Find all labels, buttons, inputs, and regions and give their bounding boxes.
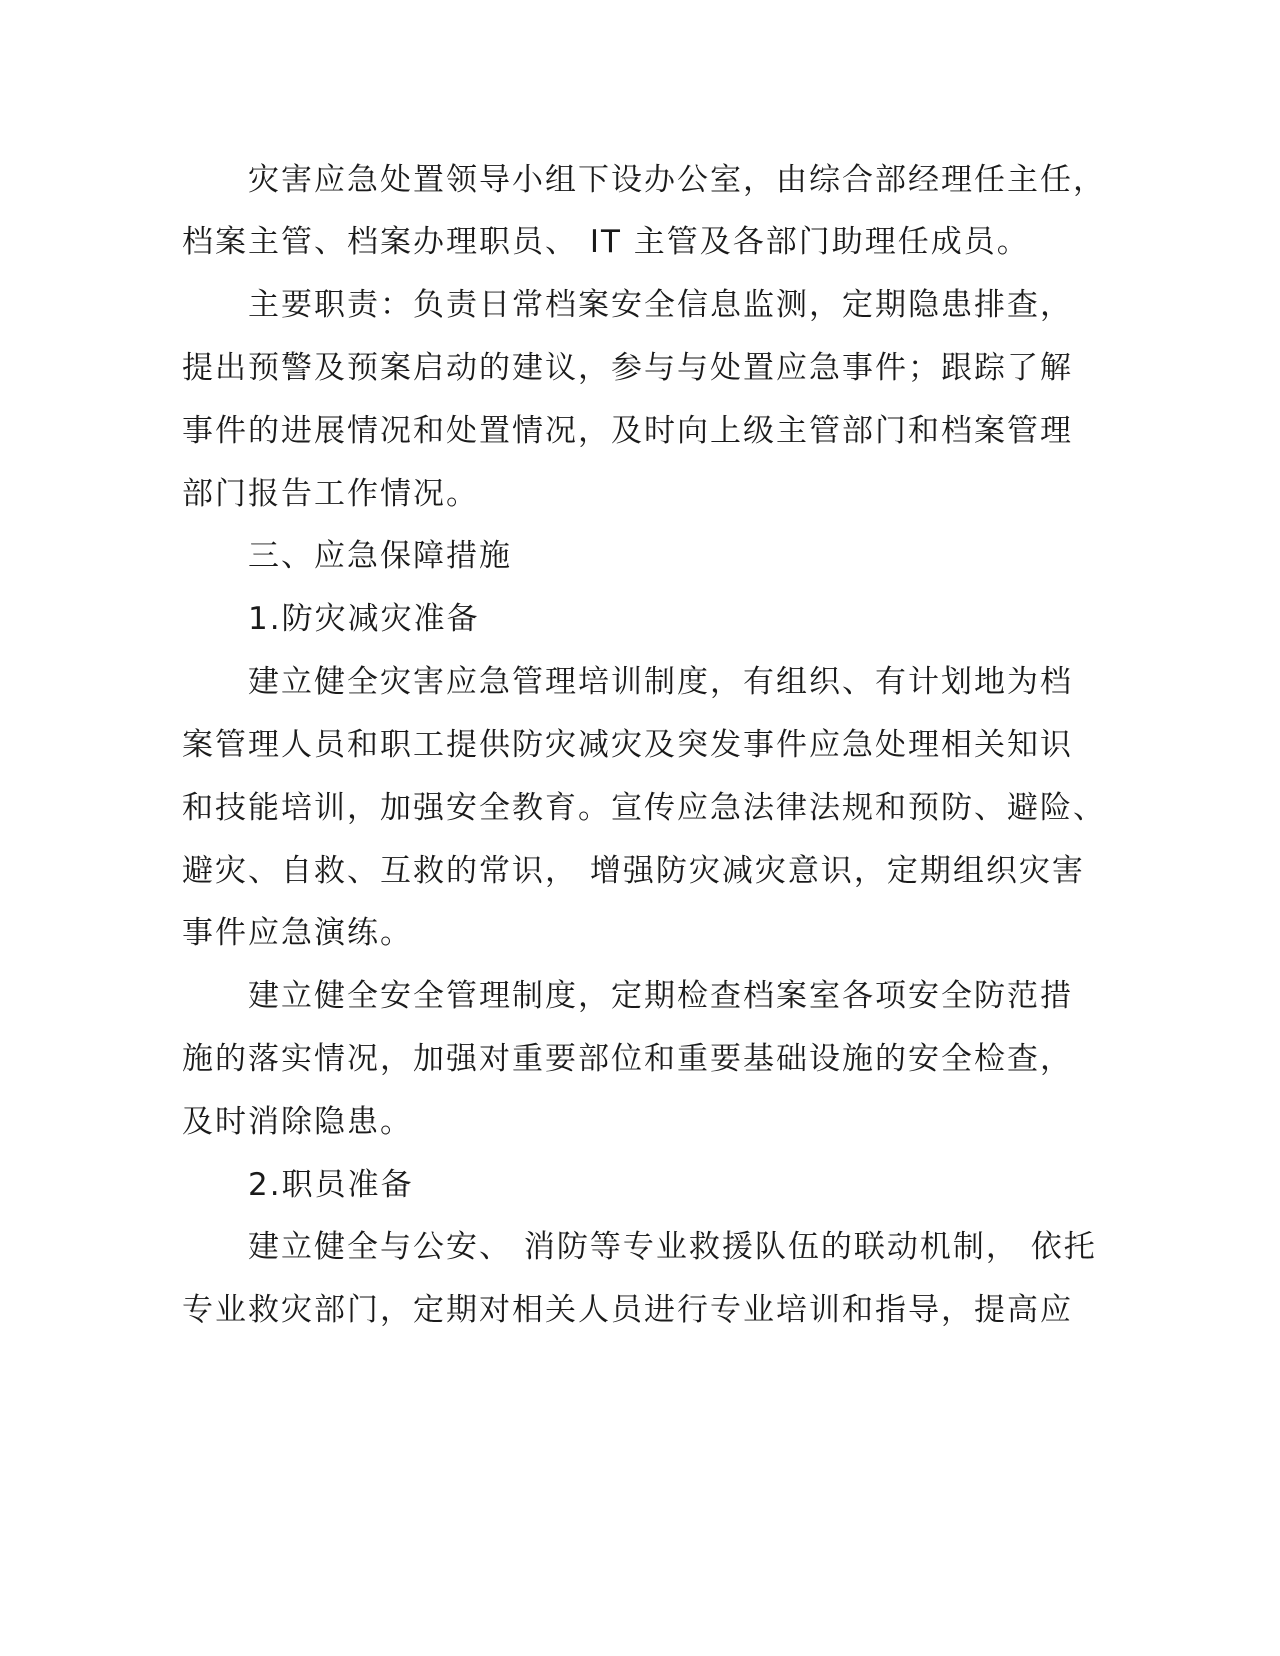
- line-9: 建立健全灾害应急管理培训制度，有组织、有计划地为档: [248, 664, 1073, 700]
- line-18: 建立健全与公安、 消防等专业救援队伍的联动机制， 依托: [248, 1229, 1097, 1265]
- line-11: 和技能培训，加强安全教育。宣传应急法律法规和预防、避险、: [182, 790, 1106, 826]
- line-19: 专业救灾部门，定期对相关人员进行专业培训和指导，提高应: [182, 1292, 1073, 1328]
- line-14: 建立健全安全管理制度，定期检查档案室各项安全防范措: [248, 978, 1073, 1014]
- line-1: 灾害应急处置领导小组下设办公室，由综合部经理任主任，: [248, 162, 1106, 198]
- line-3: 主要职责：负责日常档案安全信息监测，定期隐患排查，: [248, 287, 1073, 323]
- line-16: 及时消除隐患。: [182, 1104, 413, 1140]
- line-4: 提出预警及预案启动的建议，参与与处置应急事件；跟踪了解: [182, 350, 1073, 386]
- line-6: 部门报告工作情况。: [182, 476, 479, 512]
- section-heading-3: 三、应急保障措施: [248, 538, 512, 574]
- line-15: 施的落实情况，加强对重要部位和重要基础设施的安全检查，: [182, 1041, 1073, 1077]
- line-12: 避灾、自救、互救的常识， 增强防灾减灾意识，定期组织灾害: [182, 853, 1085, 889]
- subheading-1: 1.防灾减灾准备: [248, 601, 480, 637]
- line-13: 事件应急演练。: [182, 915, 413, 951]
- line-5: 事件的进展情况和处置情况，及时向上级主管部门和档案管理: [182, 413, 1073, 449]
- line-10: 案管理人员和职工提供防灾减灾及突发事件应急处理相关知识: [182, 727, 1073, 763]
- line-2: 档案主管、档案办理职员、 IT 主管及各部门助理任成员。: [182, 224, 1030, 260]
- subheading-2: 2.职员准备: [248, 1167, 414, 1203]
